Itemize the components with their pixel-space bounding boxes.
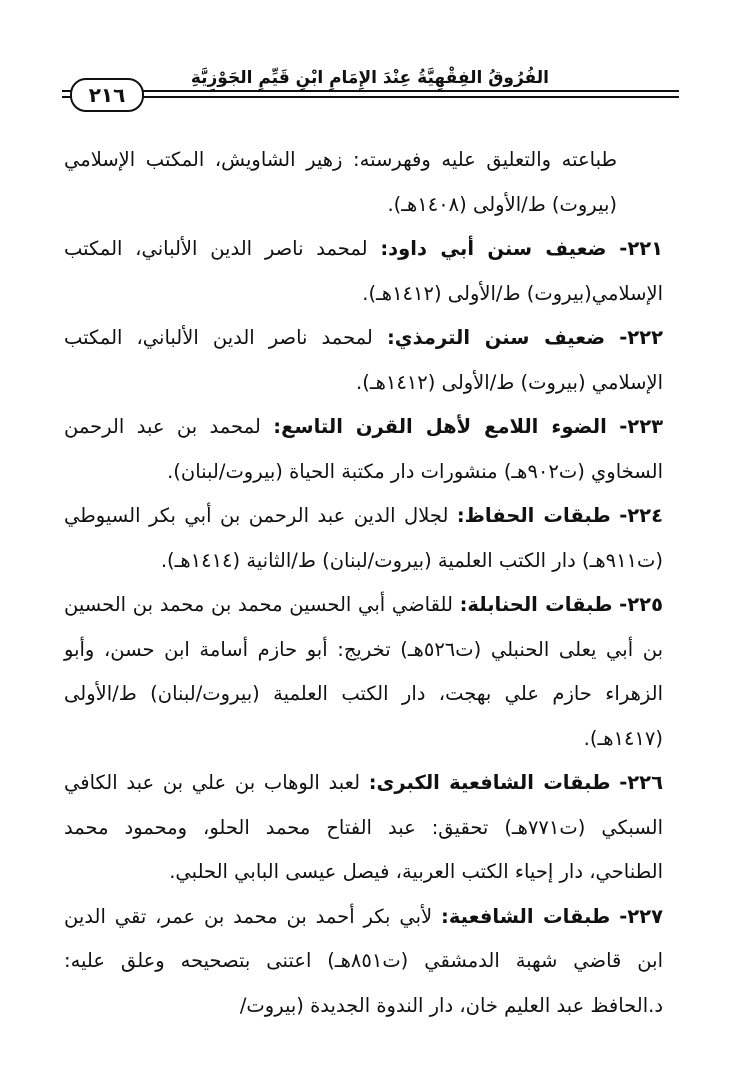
bibliography-entry [64,583,663,761]
bibliography-entry [64,761,663,895]
page-body [64,138,663,1028]
entry-text: لعبد الوهاب بن علي بن عبد الكافي السبكي (ت٧٧١هـ) تحقيق: عبد الفتاح محمد الحلو، ومحمود محمد الطناحي، دار إحياء الكتب العربية، فيصل عيسى البابي الحلبي. [64,771,663,883]
entry-text: للقاضي أبي الحسين محمد بن محمد بن الحسين بن أبي يعلى الحنبلي (ت٥٢٦هـ) تخريج: أبو حازم أسامة ابن حسن، وأبو الزهراء حازم علي بهجت، دار الكتب العلمية (بيروت/لبنان) ط/الأولى (١٤١٧هـ). [64,593,663,750]
entry-title: ضعيف سنن الترمذي: [386,326,606,349]
entry-title: الضوء اللامع لأهل القرن التاسع: [273,415,607,438]
bibliography-entry [64,316,663,405]
page-header [62,62,679,120]
running-title: الفُرُوقُ الفِقْهِيَّةُ عِنْدَ الإِمَامِ ابْنِ قَيِّمِ الجَوْزِيَّةِ [190,68,549,88]
entry-title: طبقات الشافعية الكبرى: [368,771,611,794]
header-rule [140,90,679,92]
entry-number: ٢٢١- [619,237,664,260]
entry-number: ٢٢٦- [619,771,663,794]
bibliography-entry [64,405,663,494]
header-rule [140,96,679,98]
entry-title: طبقات الحنابلة: [459,593,613,616]
entry-number: ٢٢٥- [619,593,663,616]
entry-number: ٢٢٧- [619,904,663,928]
page-number: ٢١٦ [70,78,144,112]
continued-entry-text: طباعته والتعليق عليه وفهرسته: زهير الشاويش، المكتب الإسلامي (بيروت) ط/الأولى (١٤٠٨هـ). [64,148,617,216]
entry-title: طبقات الحفاظ: [456,504,611,527]
entry-number: ٢٢٢- [619,326,663,349]
entry-title: طبقات الشافعية: [441,904,611,928]
entry-number: ٢٢٤- [619,504,663,527]
bibliography-entry [64,895,663,1029]
entry-text: لأبي بكر أحمد بن محمد بن عمر، تقي الدين ابن قاضي شهبة الدمشقي (ت٨٥١هـ) اعتنى بتصحيحه وعلق عليه: د.الحافظ عبد العليم خان، دار الندوة الجديدة (بيروت/ [64,904,663,1017]
entry-number: ٢٢٣- [619,415,664,438]
entry-text: لجلال الدين عبد الرحمن بن أبي بكر السيوطي (ت٩١١هـ) دار الكتب العلمية (بيروت/لبنان) ط/الثانية (١٤١٤هـ). [64,504,663,572]
bibliography-entry [64,494,663,583]
entry-text: لمحمد ناصر الدين الألباني، المكتب الإسلامي (بيروت) ط/الأولى (١٤١٢هـ). [64,326,663,394]
entry-title: ضعيف سنن أبي داود: [380,237,607,260]
bibliography-entry [64,227,663,316]
entry-text: لمحمد بن عبد الرحمن السخاوي (ت٩٠٢هـ) منشورات دار مكتبة الحياة (بيروت/لبنان). [64,415,663,483]
entry-text: لمحمد ناصر الدين الألباني، المكتب الإسلامي(بيروت) ط/الأولى (١٤١٢هـ). [64,237,663,305]
